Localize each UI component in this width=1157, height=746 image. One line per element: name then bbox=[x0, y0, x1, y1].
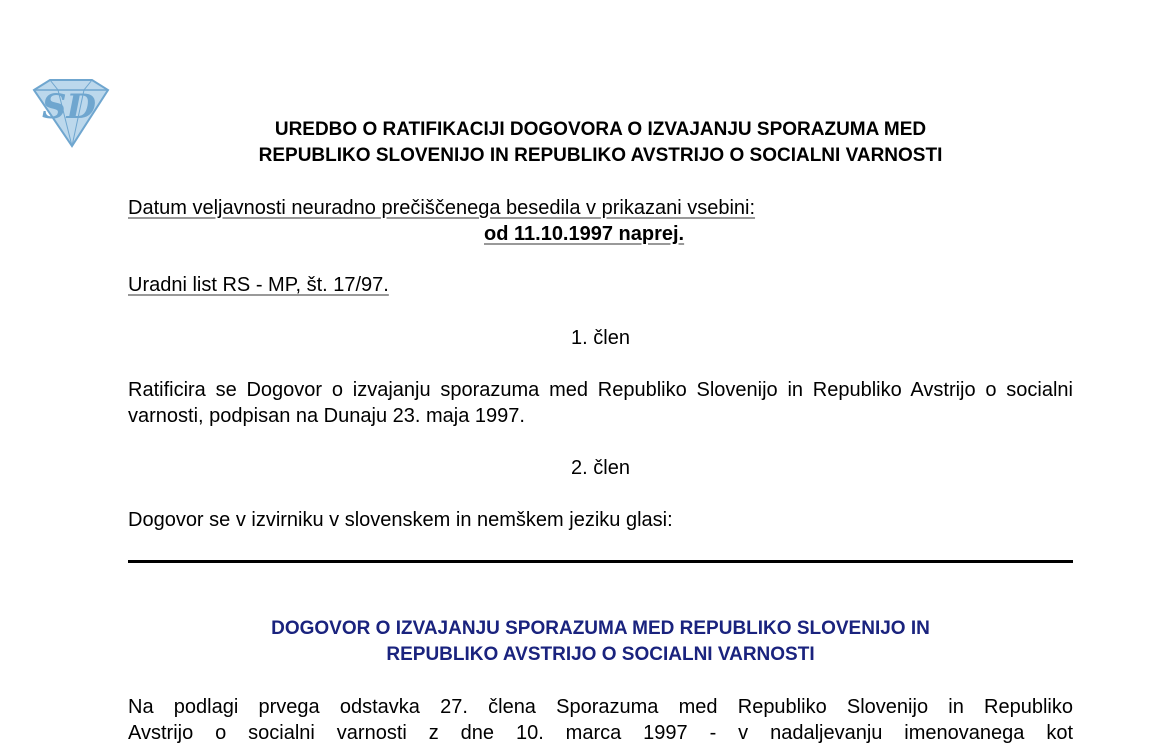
section-divider bbox=[128, 560, 1073, 563]
agreement-intro-line1: Na podlagi prvega odstavka 27. člena Sporazuma med Republiko Slovenijo in Republiko bbox=[128, 696, 1073, 718]
sd-logo-icon bbox=[28, 78, 112, 150]
validity-label: Datum veljavnosti neuradno prečiščenega besedila v prikazani vsebini: bbox=[128, 197, 756, 219]
decree-title-line1: UREDBO O RATIFIKACIJI DOGOVORA O IZVAJANJU SPORAZUMA MED bbox=[274, 119, 927, 140]
agreement-title bbox=[128, 616, 1073, 668]
agreement-title-line2: REPUBLIKO AVSTRIJO O SOCIALNI VARNOSTI bbox=[386, 644, 815, 665]
agreement-title-line1: DOGOVOR O IZVAJANJU SPORAZUMA MED REPUBLIKO SLOVENIJO IN bbox=[271, 618, 930, 639]
decree-title bbox=[128, 117, 1073, 169]
validity-date: od 11.10.1997 naprej. bbox=[484, 223, 685, 245]
agreement-intro-line2: Avstrijo o socialni varnosti z dne 10. marca 1997 - v nadaljevanju imenovanega kot bbox=[128, 722, 1073, 744]
article-1-heading: 1. člen bbox=[571, 327, 630, 349]
article-2-heading: 2. člen bbox=[571, 457, 630, 479]
svg-text:SD: SD bbox=[42, 87, 97, 127]
article-2-text: Dogovor se v izvirniku v slovenskem in nemškem jeziku glasi: bbox=[128, 509, 673, 531]
decree-title-line2: REPUBLIKO SLOVENIJO IN REPUBLIKO AVSTRIJO O SOCIALNI VARNOSTI bbox=[258, 145, 943, 166]
article-1-text: Ratificira se Dogovor o izvajanju sporazuma med Republiko Slovenijo in Republiko Avstrijo o socialni varnosti, podpisan na Dunaju 23. maja 1997. bbox=[128, 379, 1073, 427]
gazette-reference: Uradni list RS - MP, št. 17/97. bbox=[128, 274, 389, 296]
